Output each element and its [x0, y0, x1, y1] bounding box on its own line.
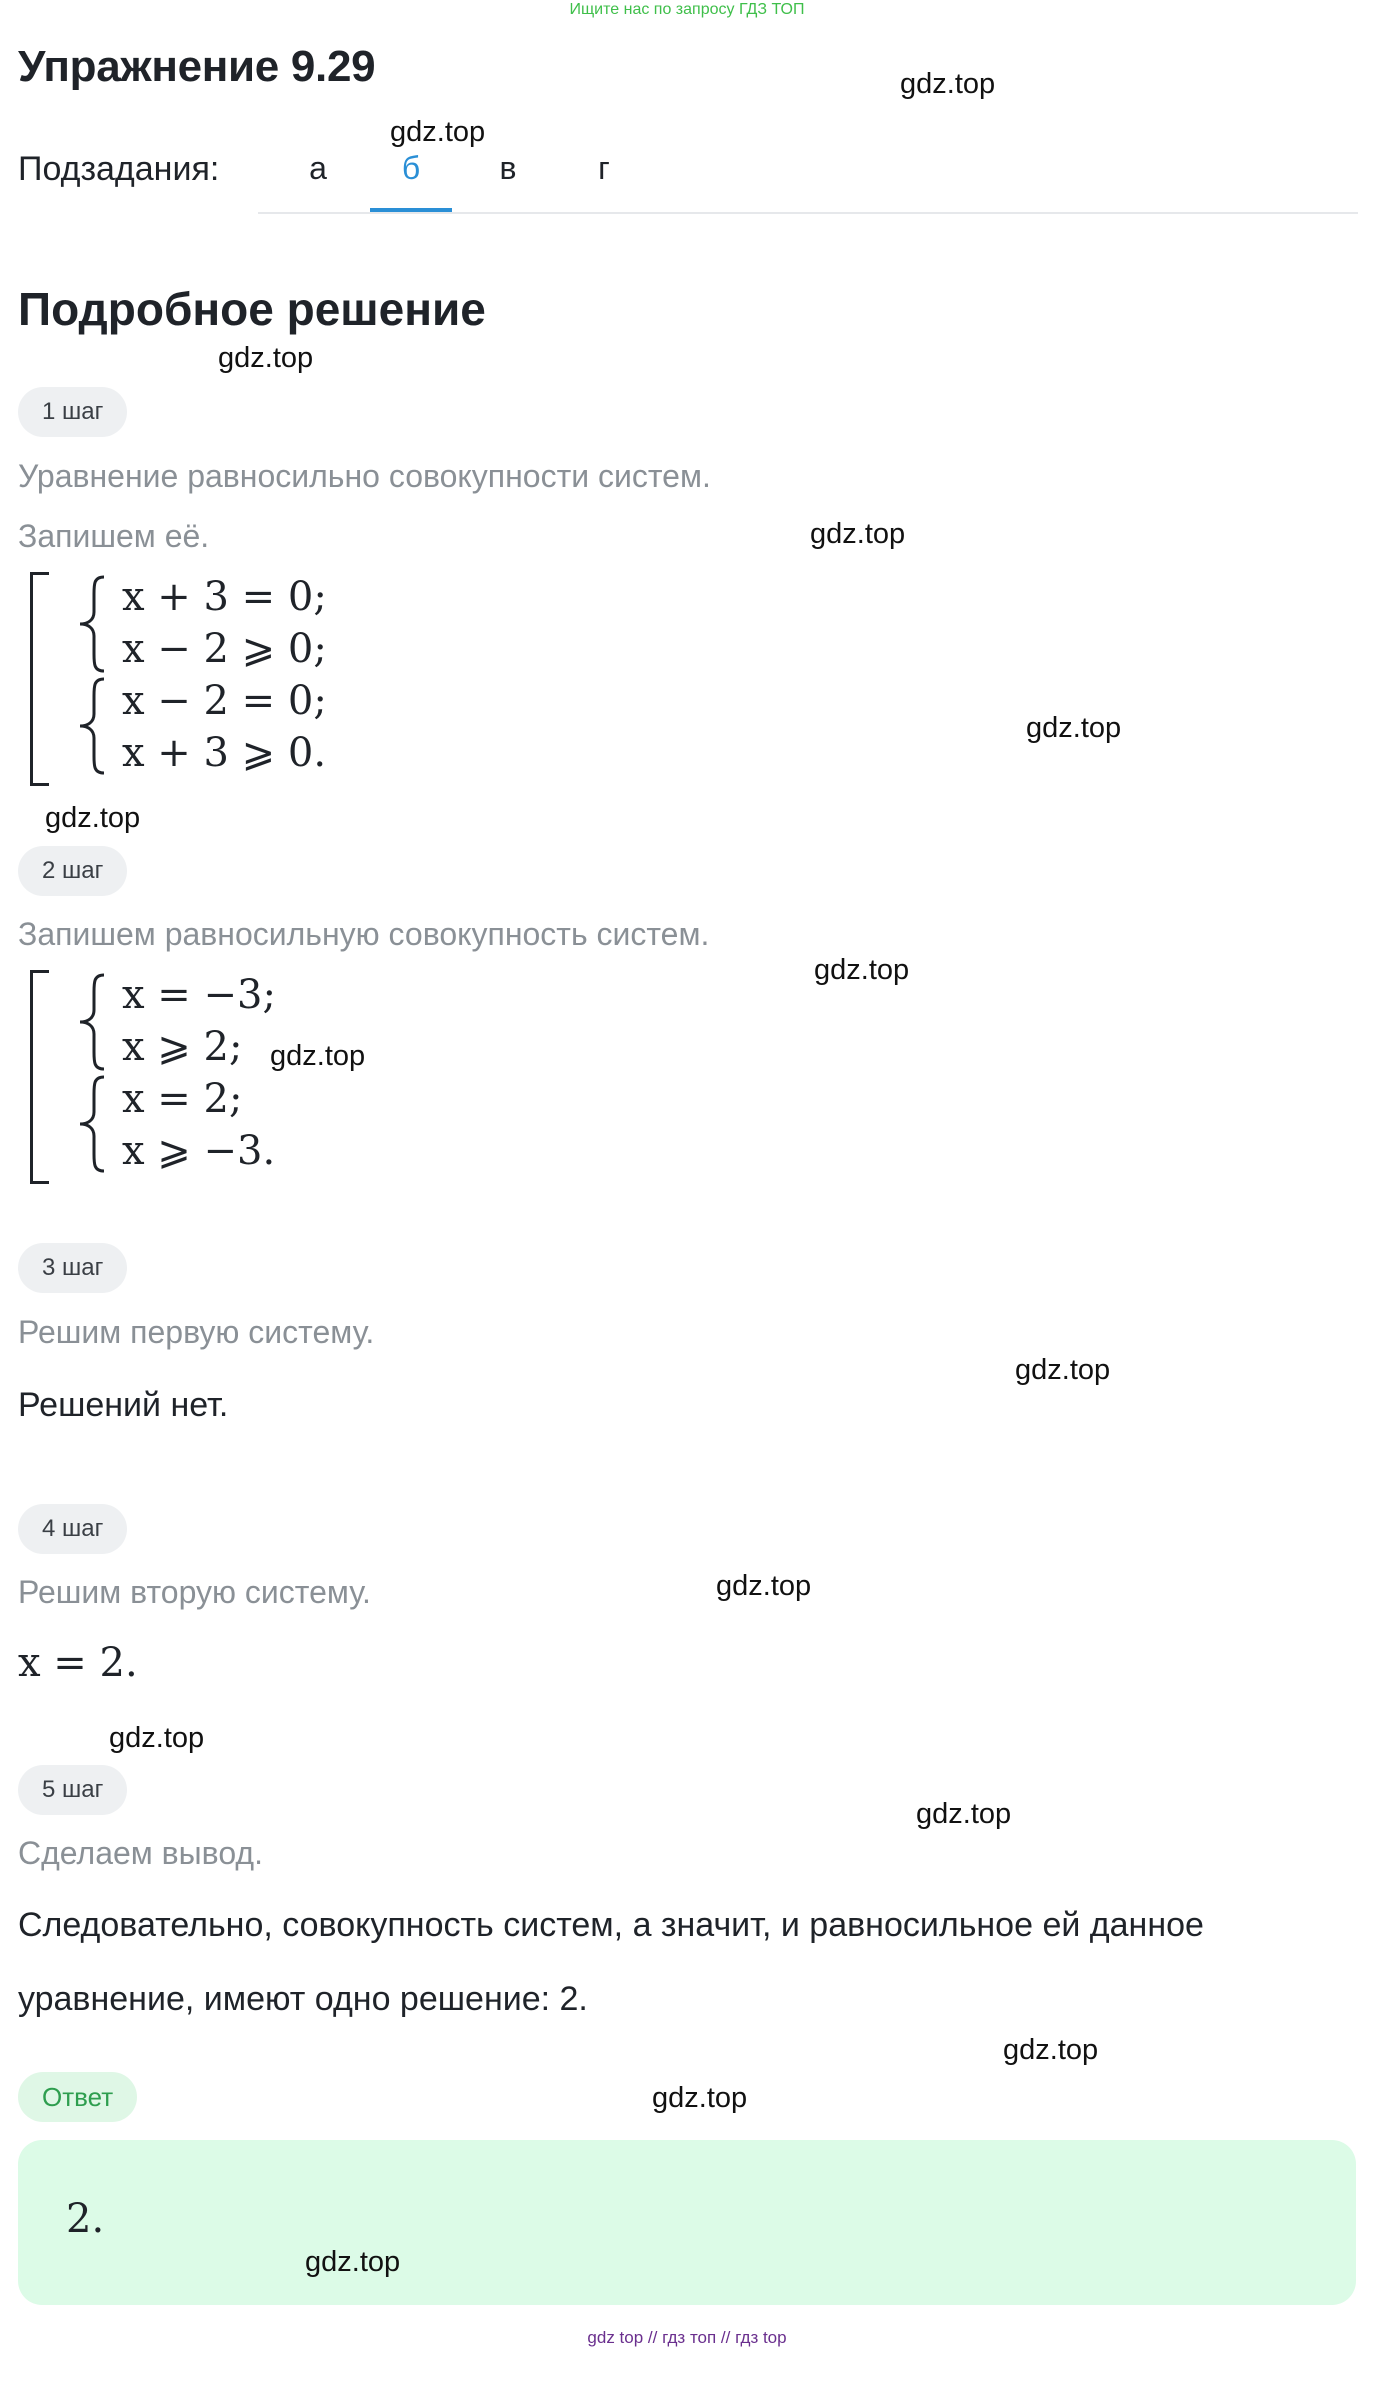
step-badge: 3 шаг	[18, 1243, 127, 1293]
watermark: gdz.top	[1015, 1354, 1111, 1386]
curly-brace	[74, 972, 110, 1072]
step-text: Сделаем вывод.	[18, 1835, 263, 1871]
step-result: Решений нет.	[18, 1386, 229, 1424]
step-text: Запишем её.	[18, 518, 210, 554]
curly-brace	[74, 676, 110, 776]
equation-line: x = −3;	[122, 972, 276, 1018]
step-result-line: Следовательно, совокупность систем, а значит, и равносильное ей данное	[18, 1906, 1204, 1944]
watermark: gdz.top	[1026, 712, 1122, 744]
answer-badge: Ответ	[18, 2072, 137, 2122]
tab-v[interactable]: в	[499, 150, 517, 186]
watermark: gdz.top	[900, 68, 996, 100]
watermark: gdz.top	[652, 2082, 748, 2114]
watermark: gdz.top	[270, 1040, 366, 1072]
top-banner[interactable]: Ищите нас по запросу ГДЗ ТОП	[569, 1, 805, 18]
answer-value: 2.	[66, 2196, 105, 2242]
step-badge: 5 шаг	[18, 1765, 127, 1815]
watermark: gdz.top	[916, 1798, 1012, 1830]
subtasks-label: Подзадания:	[18, 150, 220, 188]
step-text: Уравнение равносильно совокупности систем.	[18, 458, 711, 494]
section-title: Подробное решение	[18, 283, 486, 335]
subtasks-tabs	[258, 150, 1358, 214]
equation-line: x − 2 ⩾ 0;	[122, 626, 327, 672]
curly-brace	[74, 574, 110, 674]
answer-box	[18, 2140, 1356, 2305]
watermark: gdz.top	[45, 802, 141, 834]
step-result: x = 2.	[18, 1640, 138, 1686]
equation-line: x ⩾ −3.	[122, 1128, 276, 1174]
equation-line: x − 2 = 0;	[122, 678, 327, 724]
equation-line: x + 3 = 0;	[122, 574, 327, 620]
equation-line: x ⩾ 2;	[122, 1024, 243, 1070]
step-badge: 1 шаг	[18, 387, 127, 437]
watermark: gdz.top	[810, 518, 906, 550]
equation-line: x + 3 ⩾ 0.	[122, 730, 327, 776]
step-result-line: уравнение, имеют одно решение: 2.	[18, 1980, 588, 2018]
subtasks-row	[18, 150, 1358, 216]
watermark: gdz.top	[390, 116, 486, 148]
step-badge: 2 шаг	[18, 846, 127, 896]
curly-brace	[74, 1074, 110, 1174]
step-text: Запишем равносильную совокупность систем.	[18, 916, 710, 952]
watermark: gdz.top	[218, 342, 314, 374]
footer-links[interactable]: gdz top // гдз топ // гдз top	[587, 2328, 787, 2347]
tab-g[interactable]: г	[598, 150, 610, 186]
tab-a[interactable]: а	[309, 150, 327, 186]
square-bracket	[30, 970, 49, 1184]
watermark: gdz.top	[1003, 2034, 1099, 2066]
watermark: gdz.top	[109, 1722, 205, 1754]
tab-b[interactable]: б	[370, 150, 452, 212]
watermark: gdz.top	[305, 2246, 401, 2278]
step-text: Решим первую систему.	[18, 1314, 375, 1350]
watermark: gdz.top	[814, 954, 910, 986]
systems-collection	[22, 572, 362, 780]
equation-line: x = 2;	[122, 1076, 243, 1122]
step-text: Решим вторую систему.	[18, 1574, 371, 1610]
square-bracket	[30, 572, 49, 786]
step-badge: 4 шаг	[18, 1504, 127, 1554]
watermark: gdz.top	[716, 1570, 812, 1602]
page-title: Упражнение 9.29	[18, 42, 376, 91]
systems-collection	[22, 970, 362, 1178]
